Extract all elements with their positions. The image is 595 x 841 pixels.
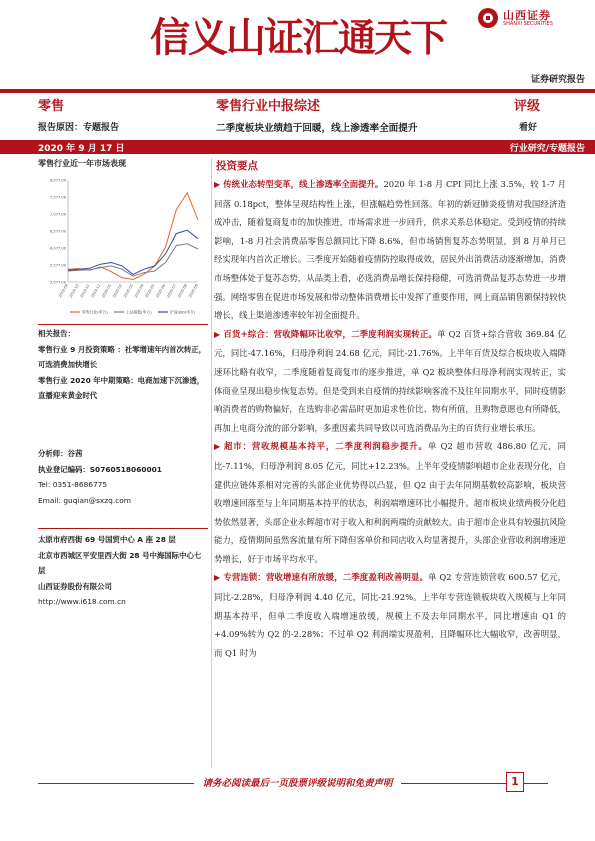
chart-x-tick-label: 2020-02 [112,283,124,299]
footer-disclaimer-text: 请务必阅读最后一页股票评级说明和免责声明 [194,778,400,789]
chart-x-tick-label: 2020-07 [166,283,178,299]
bullet-arrow-icon: ▶ [214,329,221,339]
report-title: 零售行业中报综述 [216,99,321,114]
chart-x-tick-label: 2020-01 [101,283,113,299]
rating-label: 评级 [514,99,541,114]
market-chart [38,172,202,318]
chart-y-tick-label: 8,077.00 [49,178,66,183]
analyst-tel: Tel: 0351-8686775 [38,480,108,489]
page-number: 1 [506,772,524,792]
sector-label: 零售 [38,99,65,114]
related-title: 相关报告： [38,329,75,338]
chart-y-tick-label: 7,077.00 [49,212,66,217]
market-chart-svg [38,172,202,318]
main-content [214,158,566,662]
chart-y-tick-label: 5,077.00 [49,280,66,285]
column-divider [211,158,212,768]
company-website[interactable]: http://www.i618.com.cn [38,597,126,606]
address-1: 太原市府西街 69 号国贸中心 A 座 28 层 [38,535,176,544]
bullet-arrow-icon: ▶ [214,573,221,583]
paragraph-3-lead: 超市：营收规模基本持平，二季度利润稳步提升。 [224,441,428,452]
rating-value: 看好 [519,123,538,133]
company-info [38,532,208,610]
company-logo [478,6,588,36]
chart-y-tick-label: 7,577.00 [49,195,66,200]
chart-y-tick-label: 5,577.00 [49,263,66,268]
paragraph-2 [214,325,566,438]
sidebar-divider-2 [38,528,208,529]
logo-cn: 山西证券 [503,9,551,22]
date-band [0,140,595,154]
company-name: 山西证券股份有限公司 [38,581,112,591]
paragraph-2-lead: 百货+综合：营收降幅环比收窄，二季度利润实现转正。 [223,328,438,339]
chart-legend-label: 上证指数(申万) [126,309,152,315]
logo-mark-icon [478,8,498,28]
paragraph-4-body: 单 Q2 专营连锁营收 600.57 亿元，同比-2.28%，归母净利润 4.40 亿元，同比-21.92%。上半年专营连锁板块收入规模与上年同期基本持平，但单二季度收入端增速放缓，规模上不及去年同期水平，同比增速由 Q1 的+4.09%转为 Q2 的-2.28%；不过单 Q2 利润端实现盈利，且降幅环比大幅收窄，改善明显，而 Q1 时为 [214,572,566,658]
sidebar-divider-1 [38,324,208,325]
related-report-1[interactable]: 零售行业 9 月投资策略 ：社零增速年内首次转正，可选消费加快增长 [38,344,207,369]
bullet-arrow-icon: ▶ [214,442,222,452]
report-subtitle: 二季度板块业绩趋于回暖，线上渗透率全面提升 [216,123,418,134]
report-category: 行业研究/专题报告 [509,144,585,154]
paragraph-1-lead: 传统业态转型变革，线上渗透率全面提升。 [223,179,384,189]
chart-x-tick-label: 2020-06 [155,283,167,299]
chart-y-tick-label: 6,077.00 [49,246,66,251]
sidebar [38,158,207,606]
analyst-info [38,446,208,508]
paragraph-4-lead: 专营连锁：营收增速有所放缓，二季度盈利改善明显。 [223,572,429,583]
chart-x-tick-label: 2019-10 [68,283,80,299]
paragraph-2-body: 单 Q2 百货+综合营收 369.84 亿元，同比-47.16%，归母净利润 24.68 亿元，同比-21.76%。上半年百货及综合板块收入端降速环比略有收窄，二季度随着复商复市的逐步推进，单 Q2 板块整体归母净利润实现转正，实体商业呈现出稳步恢复态势。但是受到来自疫情的持续影响客流不及往年同期水平，同时疫情影响消费者的购物偏好，在选购非必需品时更加追求性价比、物有所值，且购物意愿也有所降低，再加上电商分流的部分影响，多重因素共同导致以可选消费品为主的百货行业增长承压。 [214,328,567,433]
chart-title: 零售行业近一年市场表现 [38,159,126,168]
chart-x-tick-label: 2019-12 [90,283,102,299]
address-2: 北京市西城区平安里西大街 28 号中海国际中心七层 [38,550,202,575]
analyst-name: 谷茜 [67,449,83,458]
chart-y-tick-label: 6,577.00 [49,229,66,234]
paragraph-4 [214,568,566,662]
chart-x-tick-label: 2020-09 [187,283,199,299]
calligraphy-2: 汇通天下 [302,15,447,60]
chart-x-tick-label: 2020-08 [177,283,189,299]
related-report-2[interactable]: 零售行业 2020 年中期策略：电商加速下沉渗透，直播迎来黄金时代 [38,375,205,400]
analyst-email[interactable]: Email: guqian@sxzq.com [38,495,131,505]
chart-series-line [68,193,198,280]
paragraph-1 [214,175,566,325]
paragraph-3-body: 单 Q2 超市营收 486.80 亿元，同比-7.11%，归母净利润 8.05 亿元，同比+12.23%。上半年受疫情影响超市企业表现分化，自建供应链体系相对完善的头部企业优势得以凸显，但 Q2 由于去年同期基数较高影响，板块营收增速回落至与上年同期基本持平的状态，利润端增速环比小幅提升。超市板块业绩两极分化趋势依然显著，头部企业永辉超市对于收入和利润两端的贡献较大。由于超市企业具有较强抗风险能力，疫情期间虽然客流量有所下降但客单价和同店收入均显著提升，头部企业营收利润增速逆势增长，好于市场平均水平。 [214,441,566,564]
calligraphy-1: 信义山证 [150,14,302,61]
report-reason: 报告原因：专题报告 [38,123,120,133]
section-heading: 投资要点 [216,160,258,172]
chart-x-tick-label: 2020-05 [144,283,156,299]
chart-x-tick-label: 2019-09 [57,283,69,299]
paragraph-1-body: 2020 年 1-8 月 CPI 同比上涨 3.5%，较 1-7 月回落 0.18pct，整体呈现结构性上涨，但涨幅趋势性回落。年初的新冠肺炎疫情对我国经济造成冲击，随着复商复市的加快推进，市场需求进一步回升，供求关系总体稳定。受到疫情的持续影响，1-8 月社会消费品零售总额同比下降 8.6%，但市场销售复苏态势明显，到 8 月单月已经实现年内首次正增长。三季度开始随着疫情防控取得成效，居民外出消费活动逐渐增加，消费市场整体处于复苏态势，从品类上看，必选消费品增长保持稳健，可选消费品复苏态势进一步增强。网络零售在促进市场发展和带动整体消费增长中发挥了重要作用，网上商品销售额保持较快增长，线上渠道渗透率较年初全面提升。 [214,179,567,321]
chart-x-tick-label: 2019-11 [79,283,91,299]
chart-legend-label: 零售行业(申万) [82,309,108,315]
related-reports [38,326,208,404]
analyst-line [38,446,208,462]
banner [0,0,595,90]
analyst-license: 执业登记编码：S0760518060001 [38,464,162,474]
chart-series-line [68,230,198,274]
chart-x-tick-label: 2020-03 [122,283,134,299]
chart-x-tick-label: 2020-04 [133,283,145,299]
logo-en: SHANXI SECURITIES [503,21,553,27]
chart-series-line [68,244,198,276]
report-type: 证券研究报告 [530,75,585,85]
chart-legend-label: 沪深300(申万) [170,309,196,315]
paragraph-3 [214,437,566,568]
header-rule [0,89,595,93]
banner-calligraphy [150,6,446,63]
bullet-arrow-icon: ▶ [214,180,221,189]
analyst-label: 分析师： [38,449,68,458]
report-date: 2020 年 9 月 17 日 [38,144,125,154]
